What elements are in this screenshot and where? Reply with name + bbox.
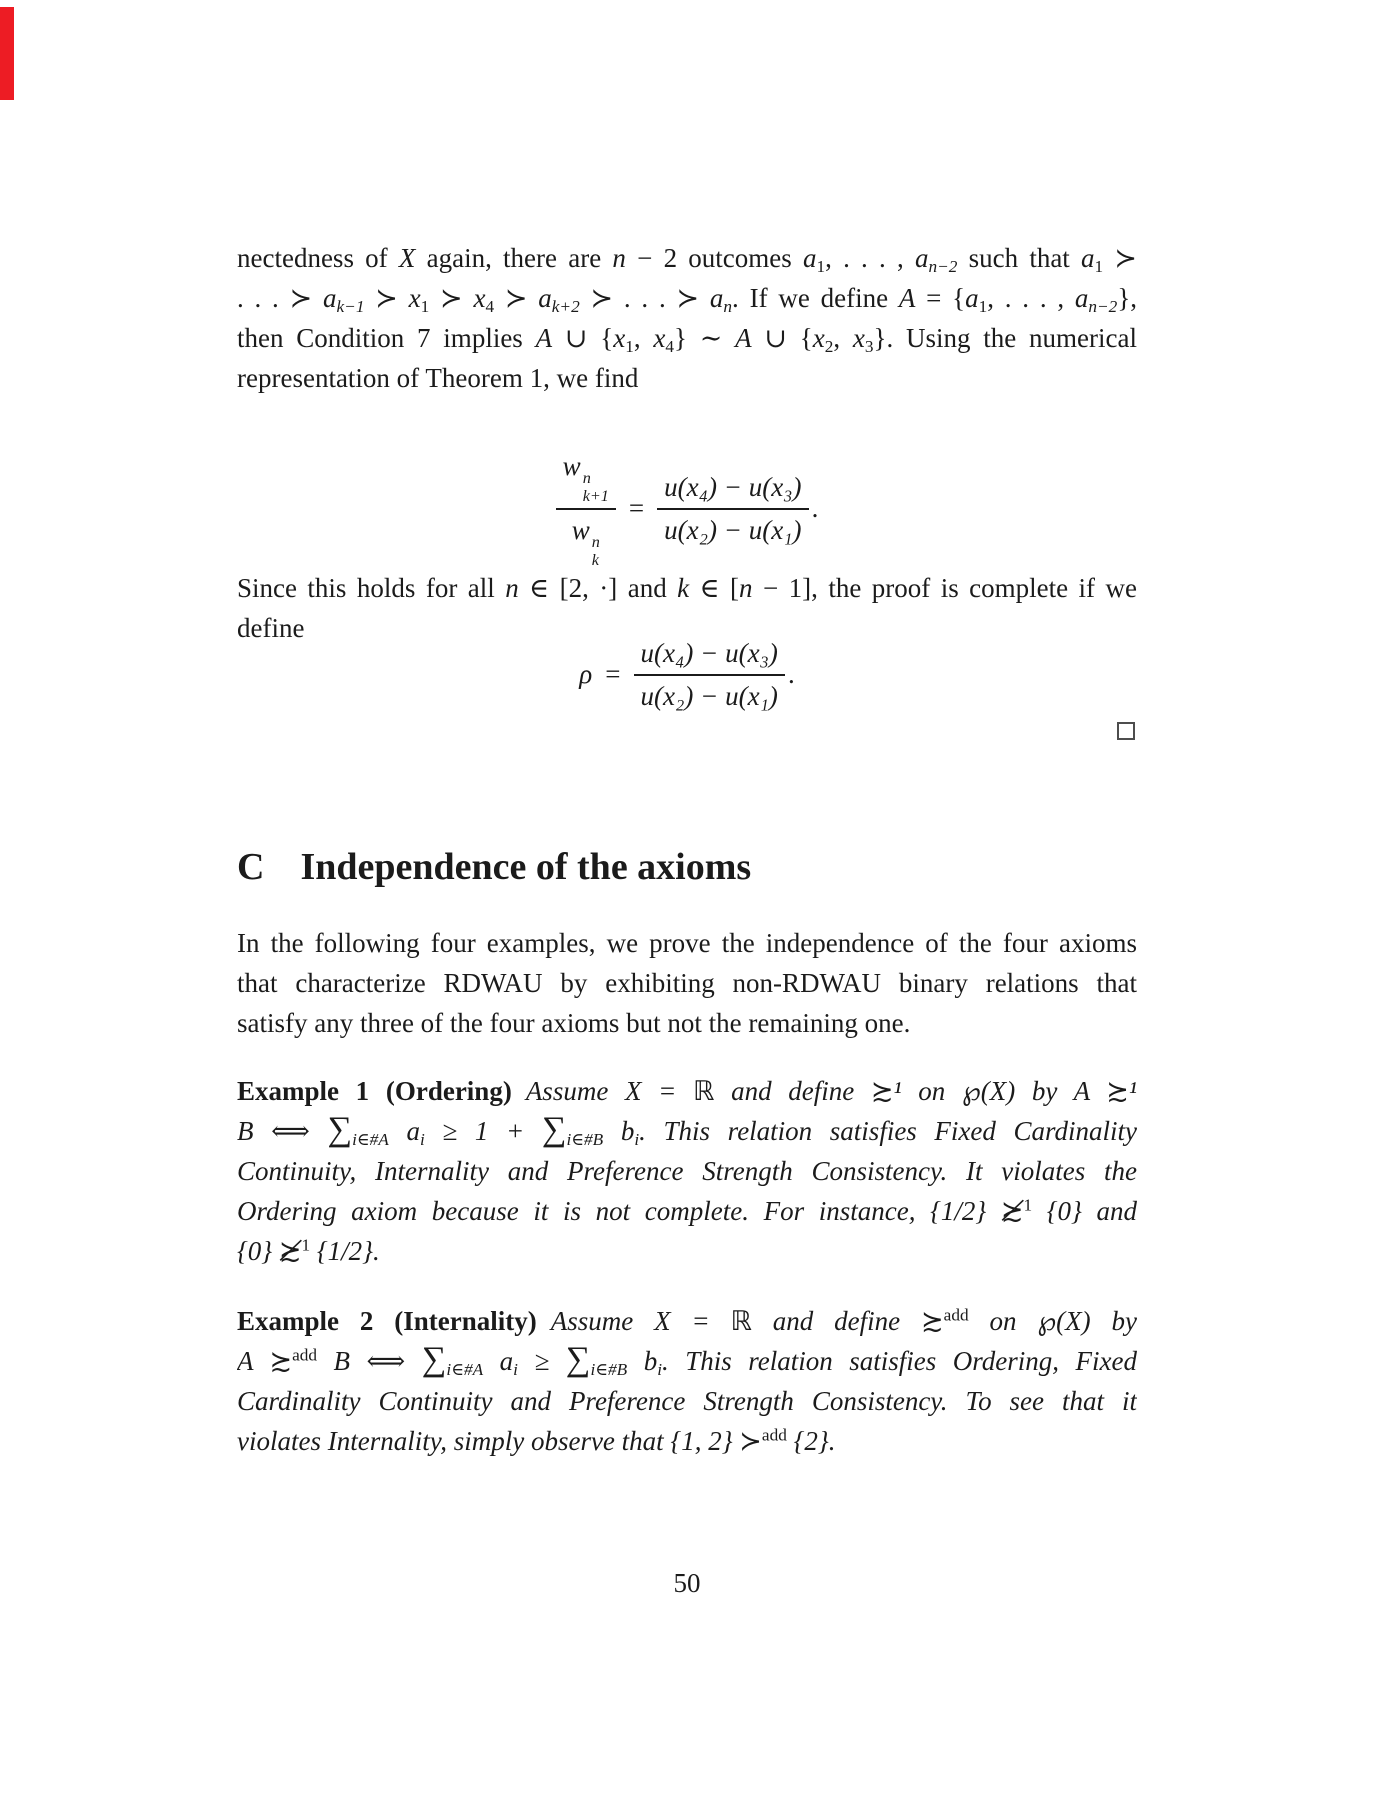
display-equation-2 <box>237 628 1137 720</box>
text-line: satisfy any three of the four axioms but not the remaining one. <box>237 1008 911 1038</box>
text-line: nectedness of X again, there are n − 2 outcomes $a_1$, . . . , $a_{n-2}$ such that $a_1$ ≻ <box>237 243 1137 277</box>
proof-paragraph-1 <box>237 238 1137 398</box>
fraction-right <box>657 468 808 549</box>
text-line: Continuity, Internality and Preference Strength Consistency. It violates the <box>237 1156 1137 1186</box>
text-line: A ≿$^{add}$ B ⟺ $\sum_{i\in\#A}$ $a_i \ge \sum_{i\in\#B}$ $b_i$. This relation satisfies Ordering, Fixed <box>237 1341 1137 1380</box>
equation-period: . <box>787 658 795 689</box>
fraction-denominator: w n k <box>556 508 616 569</box>
fraction-numerator: w n k+1 <box>562 451 609 506</box>
text-line: violates Internality, simply observe that {1, 2} ≻$^{add}$ {2}. <box>237 1425 836 1456</box>
text-line: then Condition 7 implies A ∪ {$x_1$, $x_4$} ∼ A ∪ {$x_2$, $x_3$}. Using the numerical <box>237 323 1137 357</box>
section-title: Independence of the axioms <box>300 846 752 888</box>
rho-symbol: ρ <box>579 658 593 689</box>
equation-period: . <box>811 492 819 523</box>
text-line: {0} ≿̸$^1$ {1/2}. <box>237 1235 380 1266</box>
example-1-block <box>237 1071 1137 1271</box>
fraction-denominator: u(x₂) − u(x₁) <box>657 508 808 549</box>
fraction <box>634 634 785 715</box>
fraction-numerator: u(x₄) − u(x₃) <box>664 471 802 502</box>
text-line: B ⟺ $\sum_{i\in\#A}$ $a_i \ge 1 + \sum_{i\in\#B}$ $b_i$. This relation satisfies Fixed Cardinality <box>237 1111 1137 1150</box>
text-line: Ordering axiom because it is not complete. For instance, {1/2} ≿̸$^1$ {0} and <box>237 1195 1137 1226</box>
section-heading <box>237 845 751 889</box>
intro-paragraph <box>237 923 1137 1043</box>
page-number: 50 <box>673 1568 701 1598</box>
text-line: that characterize RDWAU by exhibiting non-RDWAU binary relations that <box>237 968 1137 998</box>
fraction-numerator: u(x₄) − u(x₃) <box>640 637 778 668</box>
text-line: Example 1 (Ordering) Assume X = ℝ and define ≿¹ on ℘(X) by A ≿¹ <box>237 1076 1137 1106</box>
display-equation-1 <box>237 450 1137 569</box>
text-line: Cardinality Continuity and Preference Strength Consistency. To see that it <box>237 1386 1137 1416</box>
section-number: C <box>237 846 265 888</box>
qed-square-icon <box>1117 722 1135 740</box>
equals-sign: = <box>628 492 645 523</box>
red-edge-mark <box>0 7 14 100</box>
text-line: Since this holds for all n ∈ [2, ·] and k ∈ [n − 1], the proof is complete if we <box>237 573 1137 603</box>
text-line: In the following four examples, we prove the independence of the four axioms <box>237 928 1137 958</box>
fraction-left <box>556 447 616 569</box>
text-line: Example 2 (Internality) Assume X = ℝ and define ≿$^{add}$ on ℘(X) by <box>237 1305 1137 1336</box>
equals-sign: = <box>605 658 621 689</box>
example-2-block <box>237 1301 1137 1461</box>
fraction-denominator: u(x₂) − u(x₁) <box>634 674 785 715</box>
text-line: . . . ≻ $a_{k-1}$ ≻ $x_1$ ≻ $x_4$ ≻ $a_{k+2}$ ≻ . . . ≻ $a_n$. If we define $A = \{a_1$, . . . , $a_{n-2}$}, <box>237 283 1137 317</box>
text-line: define <box>237 613 305 643</box>
text-line: representation of Theorem 1, we find <box>237 363 639 393</box>
